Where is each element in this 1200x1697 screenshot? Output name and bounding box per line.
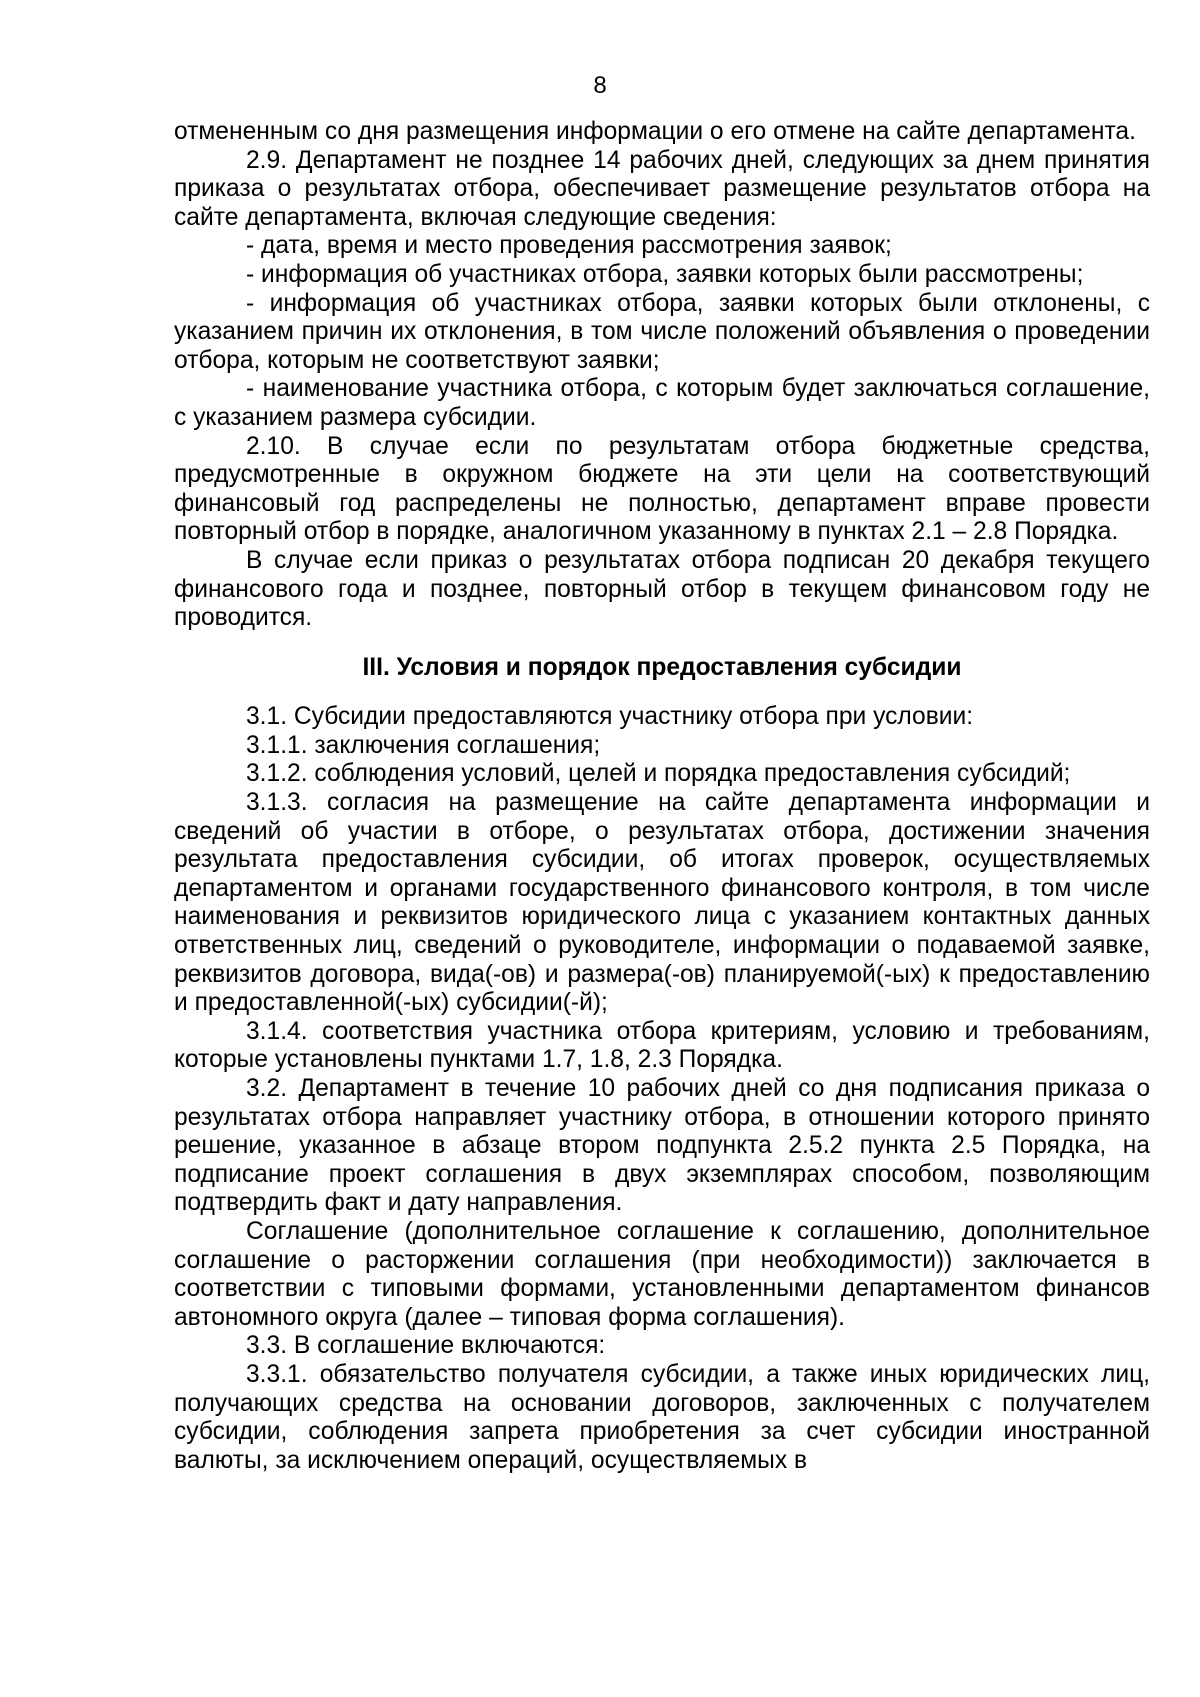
paragraph: 3.1.3. согласия на размещение на сайте департамента информации и сведений об участии в отборе, о результатах отбора, достижении значения результата предоставления субсидии, об итогах проверок, осуществляемых департаментом и органами государственного финансового контроля, в том числе наименования и реквизитов юридического лица с указанием контактных данных ответственных лиц, сведений о руководителе, информации о подаваемой заявке, реквизитов договора, вида(-ов) и размера(-ов) планируемой(-ых) к предоставлению и предоставленной(-ых) субсидии(-й); xyxy=(174,789,1150,1017)
paragraph: Соглашение (дополнительное соглашение к соглашению, дополнительное соглашение о расторжении соглашения (при необходимости)) заключается в соответствии с типовыми формами, установленными департаментом финансов автономного округа (далее – типовая форма соглашения). xyxy=(174,1217,1150,1331)
paragraph: 3.1.1. заключения соглашения; xyxy=(246,731,601,759)
list-item: - информация об участниках отбора, заявки которых были отклонены, с указанием причин их отклонения, в том числе положений объявления о проведении отбора, которым не соответствуют заявки; xyxy=(174,289,1150,374)
section-heading: III. Условия и порядок предоставления субсидии xyxy=(362,653,962,681)
paragraph: 3.2. Департамент в течение 10 рабочих дней со дня подписания приказа о результатах отбора направляет участнику отбора, в отношении которого принято решение, указанное в абзаце втором подпункта 2.5.2 пункта 2.5 Порядка, на подписание проект соглашения в двух экземплярах способом, позволяющим подтвердить факт и дату направления. xyxy=(174,1075,1150,1217)
paragraph: 3.1.4. соответствия участника отбора критериям, условию и требованиям, которые установлены пунктами 1.7, 1.8, 2.3 Порядка. xyxy=(174,1017,1150,1074)
paragraph: 3.1. Субсидии предоставляются участнику отбора при условии: xyxy=(246,703,974,731)
paragraph: 2.9. Департамент не позднее 14 рабочих дней, следующих за днем принятия приказа о результатах отбора, обеспечивает размещение результатов отбора на сайте департамента, включая следующие сведения: xyxy=(174,146,1150,231)
list-item: - дата, время и место проведения рассмотрения заявок; xyxy=(246,232,892,260)
list-item: - информация об участниках отбора, заявки которых были рассмотрены; xyxy=(246,260,1084,288)
paragraph: 3.3. В соглашение включаются: xyxy=(246,1332,606,1360)
paragraph: 3.1.2. соблюдения условий, целей и порядка предоставления субсидий; xyxy=(246,760,1071,788)
document-body xyxy=(174,118,1150,1475)
list-item: - наименование участника отбора, с которым будет заключаться соглашение, с указанием размера субсидии. xyxy=(174,375,1150,431)
paragraph: отмененным со дня размещения информации о его отмене на сайте департамента. xyxy=(174,118,1136,145)
page-number: 8 xyxy=(593,72,607,99)
paragraph: В случае если приказ о результатах отбора подписан 20 декабря текущего финансового года и позднее, повторный отбор в текущем финансовом году не проводится. xyxy=(174,546,1150,632)
paragraph: 3.3.1. обязательство получателя субсидии, а также иных юридических лиц, получающих средства на основании договоров, заключенных с получателем субсидии, соблюдения запрета приобретения за счет субсидии иностранной валюты, за исключением операций, осуществляемых в xyxy=(174,1360,1150,1474)
paragraph: 2.10. В случае если по результатам отбора бюджетные средства, предусмотренные в окружном бюджете на эти цели на соответствующий финансовый год распределены не полностью, департамент вправе провести повторный отбор в порядке, аналогичном указанному в пунктах 2.1 – 2.8 Порядка. xyxy=(174,432,1150,546)
